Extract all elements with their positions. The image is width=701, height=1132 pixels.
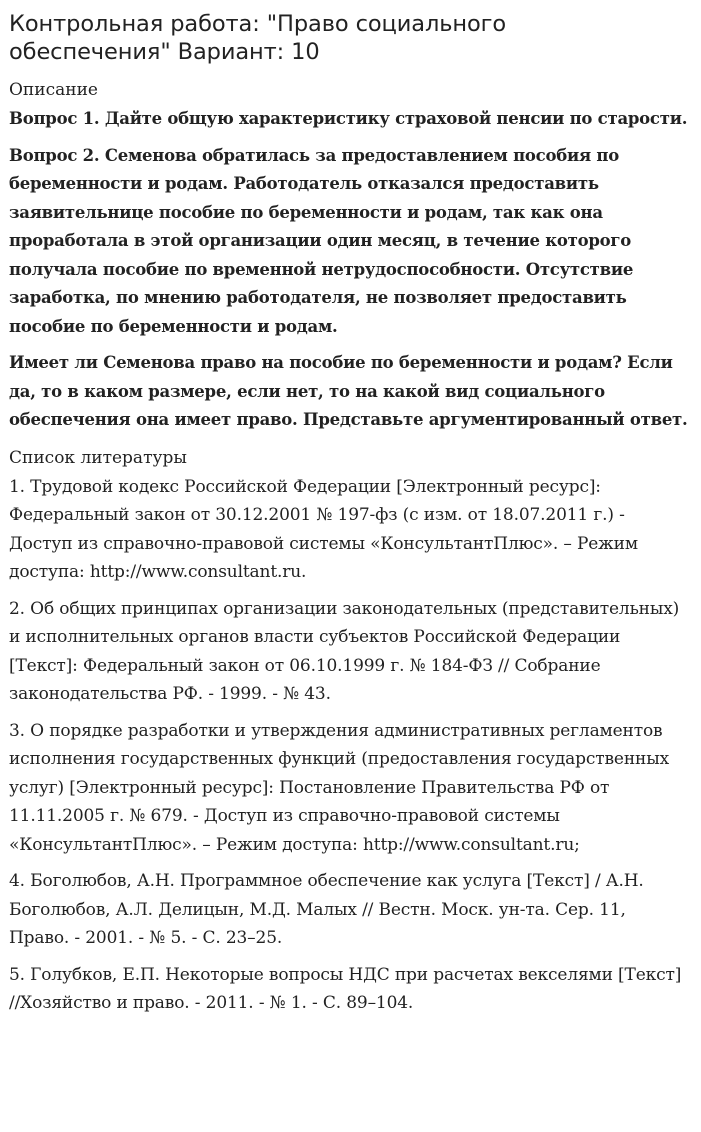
description-label: Описание [9, 80, 98, 100]
literature-label: Список литературы [9, 447, 187, 468]
question-1: Вопрос 1. Дайте общую характеристику страховой пенсии по старости. [9, 109, 688, 128]
question-2: Вопрос 2. Семенова обратилась за предоставлением пособия по беременности и родам. Работодатель отказался предоставить заявительнице пособие по беременности и родам, так как она проработала в этой организации один месяц, в течение которого получала пособие по временной нетрудоспособности. Отсутствие заработка, по мнению работодателя, не позволяет предоставить пособие по беременности и родам. [9, 145, 634, 336]
page-title-line-1: Контрольная работа: "Право социального [9, 11, 507, 37]
reference-item-2: 2. Об общих принципах организации законодательных (представительных) и исполнительных органов власти субъектов Российской Федерации [Текст]: Федеральный закон от 06.10.1999 г. № 184-ФЗ // Собрание законодательства РФ. - 1999. - № 43. [9, 598, 680, 704]
reference-item-4: 4. Боголюбов, А.Н. Программное обеспечение как услуга [Текст] / А.Н. Боголюбов, А.Л. Делицын, М.Д. Малых // Вестн. Моск. ун-та. Сер. 11, Право. - 2001. - № 5. - С. 23–25. [9, 871, 644, 948]
reference-item-5: 5. Голубков, Е.П. Некоторые вопросы НДС при расчетах векселями [Текст] //Хозяйство и право. - 2011. - № 1. - С. 89–104. [9, 964, 682, 1013]
page-title-line-2: обеспечения" Вариант: 10 [9, 39, 320, 65]
page-title [9, 10, 691, 66]
reference-item-3: 3. О порядке разработки и утверждения административных регламентов исполнения государственных функций (предоставления государственных услуг) [Электронный ресурс]: Постановление Правительства РФ от 11.11.2005 г. № 679. - Доступ из справочно-правовой системы «КонсультантПлюс». – Режим доступа: http://www.consultant.ru; [9, 720, 670, 855]
question-2-task: Имеет ли Семенова право на пособие по беременности и родам? Если да, то в каком размере, если нет, то на какой вид социального обеспечения она имеет право. Представьте аргументированный ответ. [9, 353, 688, 429]
reference-item-1: 1. Трудовой кодекс Российской Федерации [Электронный ресурс]: Федеральный закон от 30.12.2001 № 197-фз (с изм. от 18.07.2011 г.) - Доступ из справочно-правовой системы «КонсультантПлюс». – Режим доступа: http://www.consultant.ru. [9, 476, 638, 582]
